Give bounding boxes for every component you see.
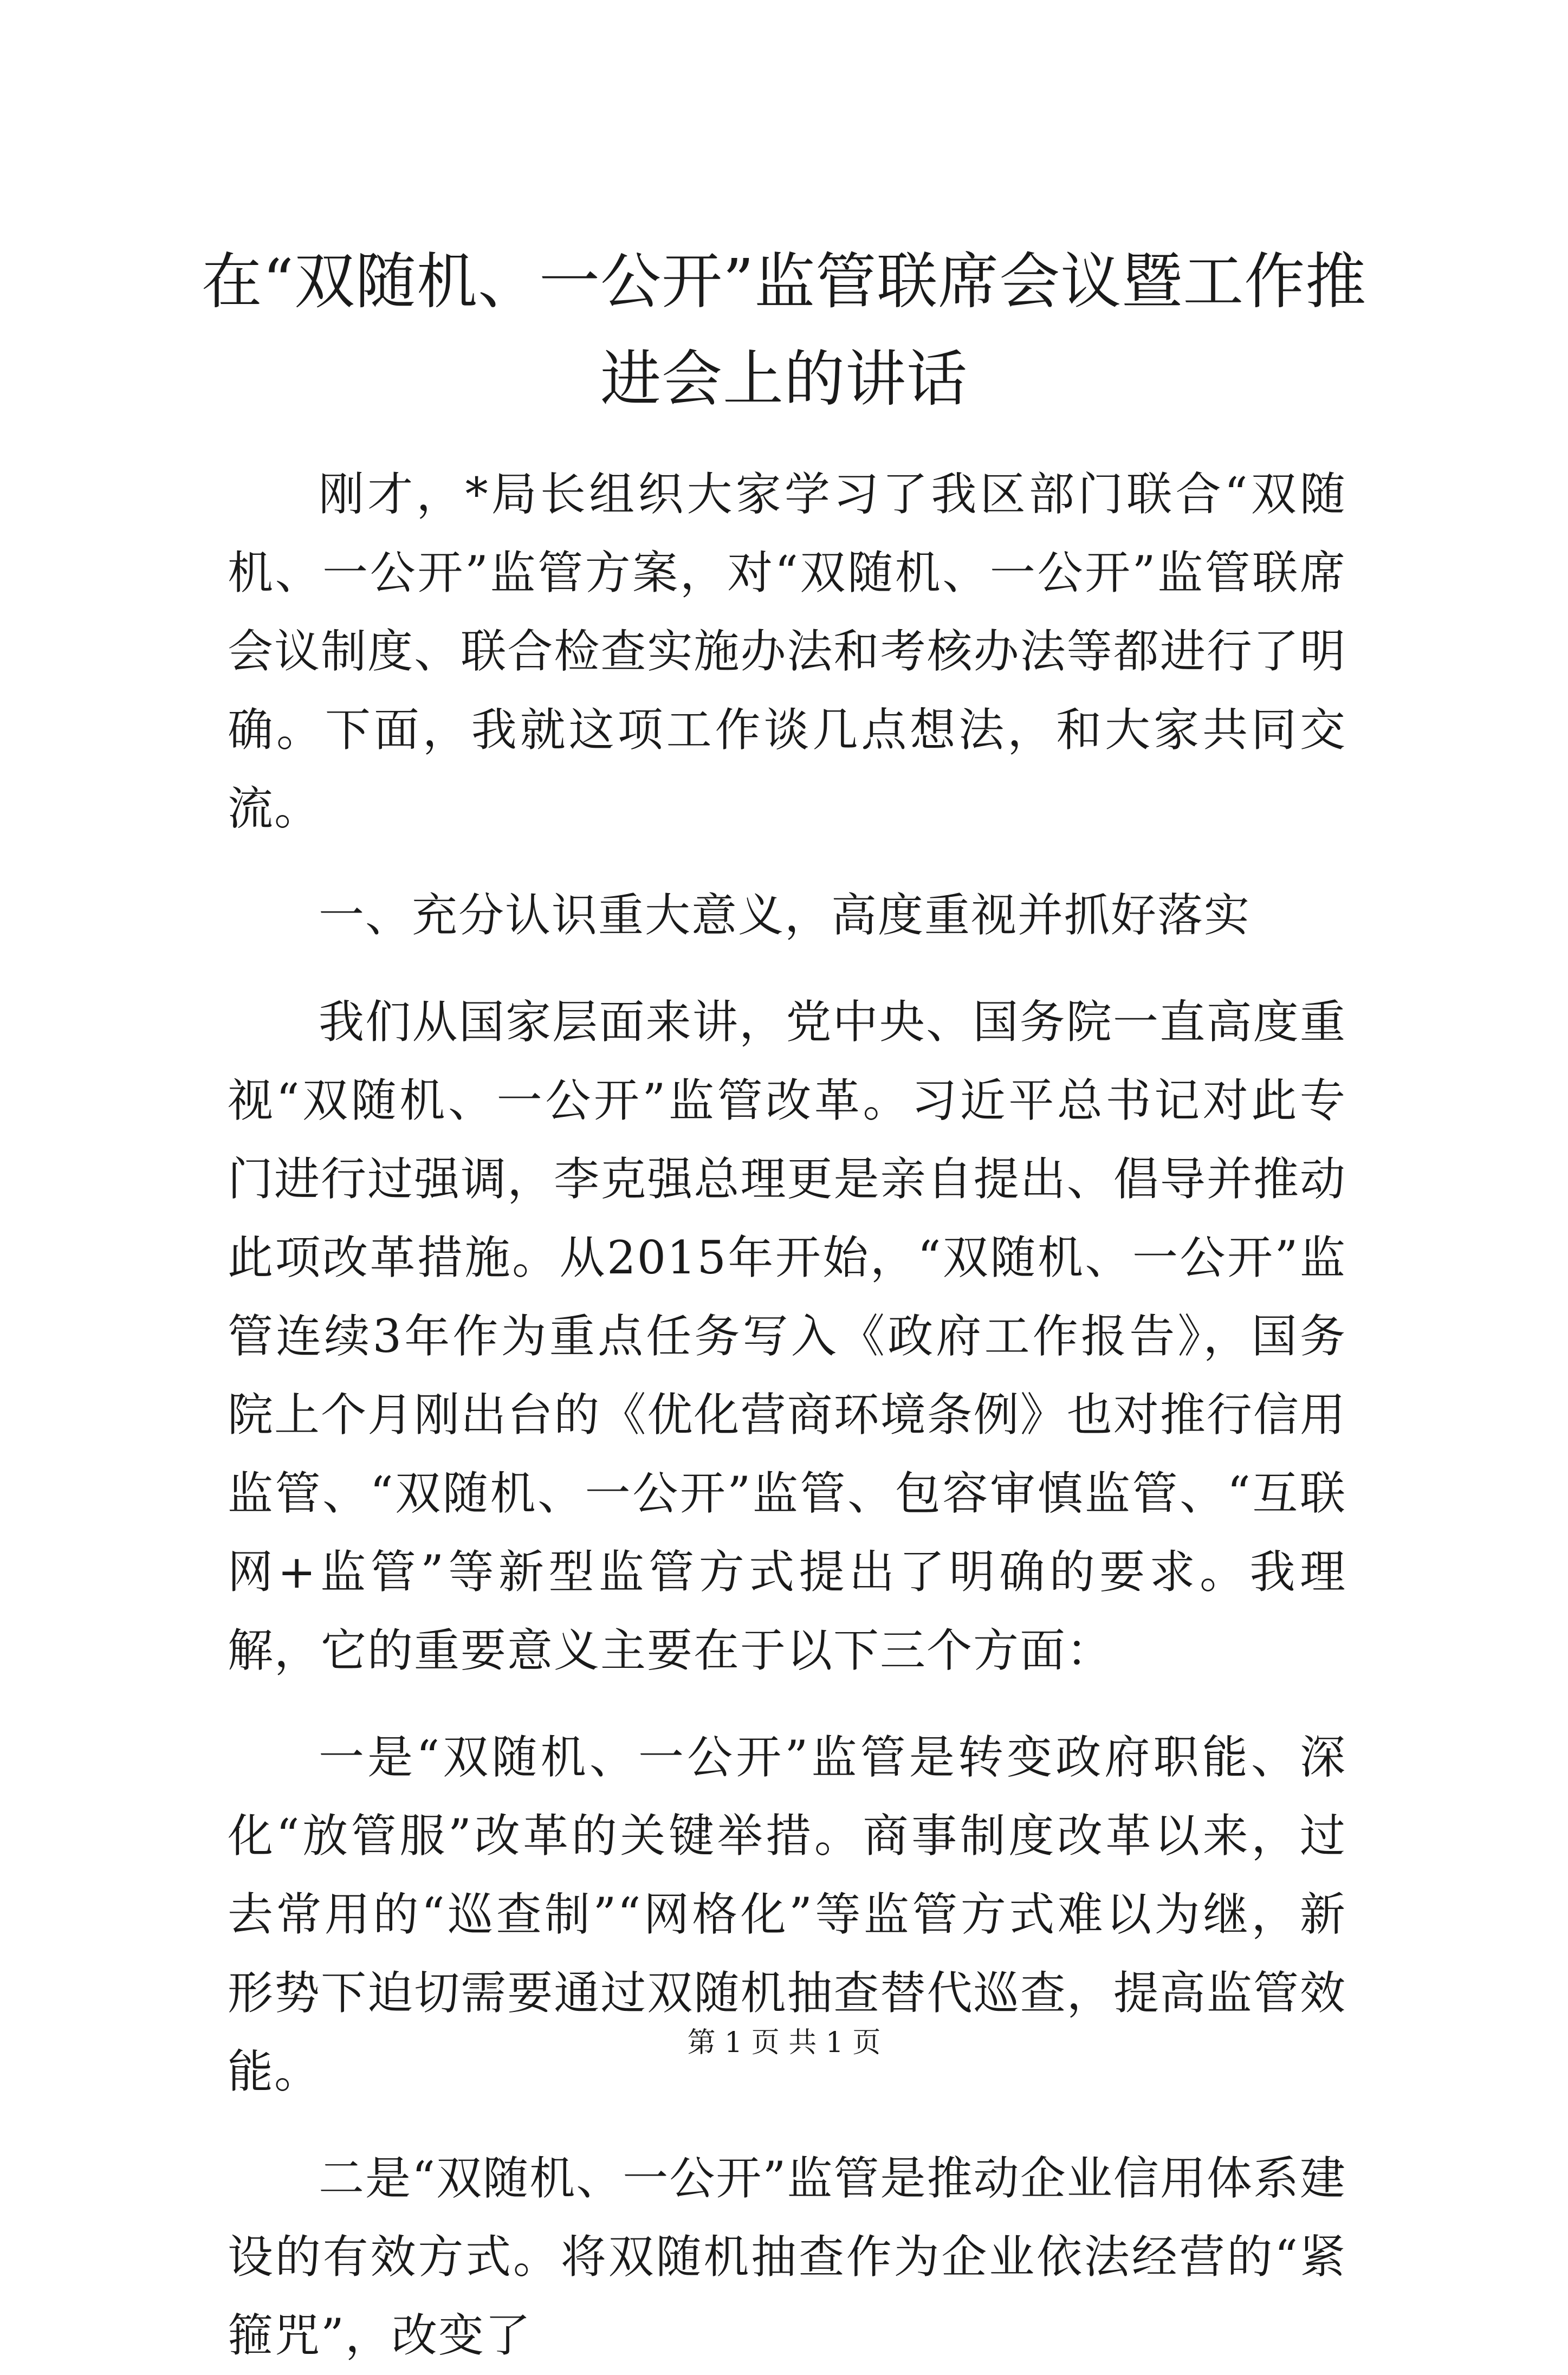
section-heading-1: 一、充分认识重大意义，高度重视并抓好落实 [319,889,1251,942]
paragraph-point-one: 一是“双随机、一公开”监管是转变政府职能、深化“放管服”改革的关键举措。商事制度改革以来，过去常用的“巡查制”“网格化”等监管方式难以为继，新形势下迫切需要通过双随机抽查替代巡查，提高监管效能。 [228,1731,1346,2098]
document-body [228,455,1346,2375]
paragraph-point-two: 二是“双随机、一公开”监管是推动企业信用体系建设的有效方式。将双随机抽查作为企业依法经营的“紧箍咒”，改变了 [228,2152,1346,2362]
page-footer: 第 1 页 共 1 页 [687,2027,881,2059]
paragraph-national-level: 我们从国家层面来讲，党中央、国务院一直高度重视“双随机、一公开”监管改革。习近平总书记对此专门进行过强调，李克强总理更是亲自提出、倡导并推动此项改革措施。从2015年开始，“双随机、一公开”监管连续3年作为重点任务写入《政府工作报告》，国务院上个月刚出台的《优化营商环境条例》也对推行信用监管、“双随机、一公开”监管、包容审慎监管、“互联网+监管”等新型监管方式提出了明确的要求。我理解，它的重要意义主要在于以下三个方面： [228,995,1346,1677]
document-title: 在“双随机、一公开”监管联席会议暨工作推进会上的讲话 [201,247,1367,415]
paragraph-intro: 刚才，*局长组织大家学习了我区部门联合“双随机、一公开”监管方案，对“双随机、一公开”监管联席会议制度、联合检查实施办法和考核办法等都进行了明确。下面，我就这项工作谈几点想法，和大家共同交流。 [228,468,1346,835]
